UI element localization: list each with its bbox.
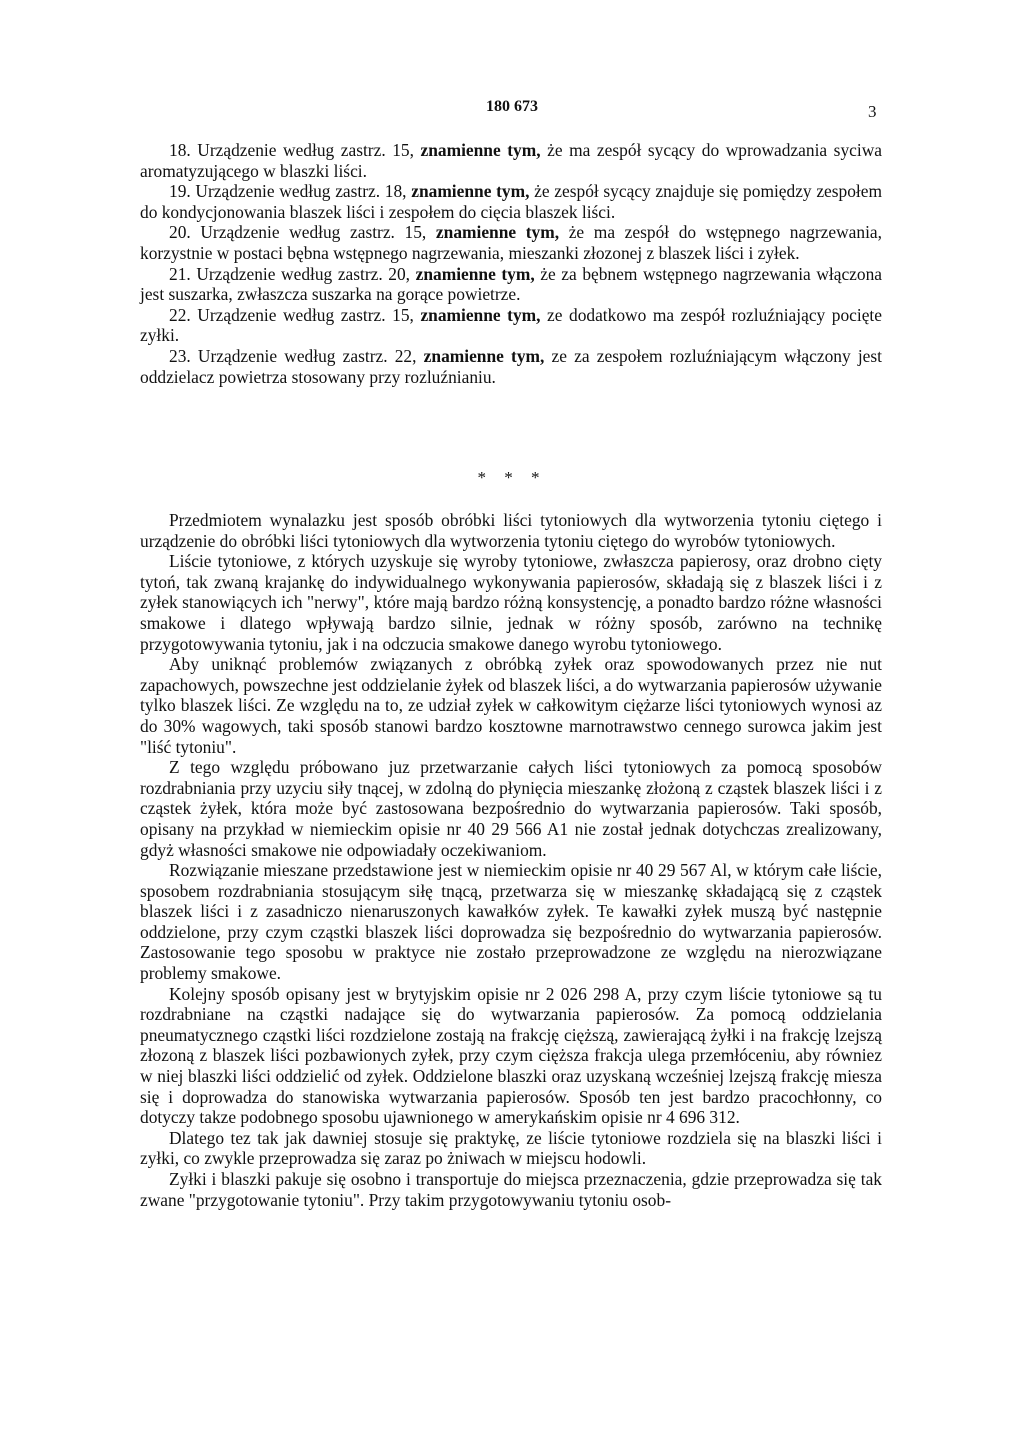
claim-text: że ma zespół do wstępnego nagrzewania, korzystnie w postaci bębna wstępnego nagrzewania, mieszanki złozonej z blaszek liści i zyłek. (140, 222, 882, 263)
description-paragraph: Rozwiązanie mieszane przedstawione jest w niemieckim opisie nr 40 29 567 Al, w którym całe liście, sposobem rozdrabniania stosującym siłę tnącą, przetwarza się w mieszankę składającą się z cząstek blaszek liści i z zasadniczo nienaruszonych kawałków zyłek. Te kawałki zyłek muszą być następnie oddzielone, przy czym cząstki blaszek liści doprowadza się bezpośrednio do wytwarzania papierosów. Zastosowanie tego sposobu w praktyce nie zostało przeprowadzone ze względu na nierozwiązane problemy smakowe. (140, 860, 882, 984)
claim-18 (140, 140, 882, 181)
description-section (140, 510, 882, 1210)
description-paragraph: Z tego względu próbowano juz przetwarzanie całych liści tytoniowych za pomocą sposobów rozdrabniania przy uzyciu siły tnącej, w zdolną do płynięcia mieszankę złożoną z cząstek blaszek liści i z cząstek żyłek, która może być zastosowana bezpośrednio do wytwarzania papierosów. Taki sposób, opisany na przykład w niemieckim opisie nr 40 29 566 A1 nie został jednak dotychczas zrealizowany, gdyż własności smakowe nie odpowiadały oczekiwaniom. (140, 757, 882, 860)
claim-23 (140, 346, 882, 387)
claim-emphasis: znamienne tym, (411, 181, 530, 202)
claim-lead: 23. Urządzenie według zastrz. 22, (169, 345, 424, 366)
claim-19 (140, 181, 882, 222)
description-paragraph: Przedmiotem wynalazku jest sposób obróbki liści tytoniowych dla wytworzenia tytoniu ciętego i urządzenie do obróbki liści tytoniowych dla wytworzenia tytoniu ciętego do wyrobów tytoniowych. (140, 510, 882, 551)
claim-emphasis: znamienne tym, (415, 263, 535, 284)
patent-number: 180 673 (486, 98, 538, 115)
claim-text: ze dodatkowo ma zespół rozluźniający pocięte zyłki. (140, 304, 882, 346)
claim-text: że zespół sycący znajduje się pomiędzy zespołem do kondycjonowania blaszek liści i zespołem do cięcia blaszek liści. (140, 181, 882, 222)
claim-lead: 19. Urządzenie według zastrz. 18, (169, 181, 412, 202)
description-paragraph: Zyłki i blaszki pakuje się osobno i transportuje do miejsca przeznaczenia, gdzie przeprowadza się tak zwane "przygotowanie tytoniu". Przy takim przygotowywaniu tytoniu osob- (140, 1169, 882, 1210)
claim-emphasis: znamienne tym, (420, 140, 541, 160)
claim-emphasis: znamienne tym, (423, 345, 545, 366)
claim-text: że za bębnem wstępnego nagrzewania włączona jest suszarka, zwłaszcza suszarka na gorące powietrze. (140, 263, 882, 305)
description-paragraph: Dlatego tez tak jak dawniej stosuje się praktykę, ze liście tytoniowe rozdziela się na blaszki liści i zyłki, co zwykle przeprowadza się zaraz po żniwach w miejscu hodowli. (140, 1127, 882, 1169)
claim-22 (140, 305, 882, 346)
page-header (0, 98, 1024, 122)
description-paragraph: Kolejny sposób opisany jest w brytyjskim opisie nr 2 026 298 A, przy czym liście tytoniowe są tu rozdrabniane na cząstki nadające się do wytwarzania papierosów. Za pomocą oddzielania pneumatycznego cząstki liści rozdzielone zostają na frakcję cięższą, zawierającą żyłki i na frakcję lzejszą złozoną z blaszek liści pozbawionych zyłek, przy czym cięższa frakcja ulega przemłóceniu, aby równiez w niej blaszki liści oddzielić od zyłek. Oddzielone blaszki oraz uzyskaną wcześniej lzejszą frakcję miesza się i doprowadza do stanowiska wytwarzania papierosów. Sposób ten jest bardzo pracochłonny, co dotyczy takze podobnego sposobu ujawnionego w amerykańskim opisie nr 4 696 312. (140, 983, 882, 1128)
claim-lead: 21. Urządzenie według zastrz. 20, (169, 263, 416, 284)
claim-emphasis: znamienne tym, (435, 222, 560, 243)
claim-lead: 22. Urządzenie według zastrz. 15, (169, 304, 421, 325)
description-paragraph: Liście tytoniowe, z których uzyskuje się wyroby tytoniowe, zwłaszcza papierosy, oraz drobno cięty tytoń, tak zwaną krajankę do indywidualnego wykonywania papierosów, składają się z blaszek liści i z zyłek stanowiących ich "nerwy", które mają bardzo różną konsystencję, a ponadto bardzo różne własności smakowe i dlatego wpływają bardzo silnie, jednak w różny sposób, zarówno na technikę przygotowywania tytoniu, jak i na odczucia smakowe danego wyrobu tytoniowego. (140, 551, 882, 654)
claim-21 (140, 264, 882, 305)
page-number: 3 (868, 102, 877, 121)
claim-text: że ma zespół sycący do wprowadzania syciwa aromatyzującego w blaszki liści. (140, 140, 882, 181)
claim-20 (140, 222, 882, 263)
claims-section (140, 140, 882, 387)
description-paragraph: Aby uniknąć problemów związanych z obróbką zyłek oraz spowodowanych przez nie nut zapachowych, powszechne jest oddzielanie żyłek od blaszek liści, a do wytwarzania papierosów używanie tylko blaszek liści. Ze względu na to, ze udział zyłek w całkowitym ciężarze liści tytoniowych wynosi az do 30% wagowych, taki sposób stanowi bardzo kosztowne marnotrawstwo cennego surowca jakim jest "liść tytoniu". (140, 654, 882, 757)
claim-text: ze za zespołem rozluźniającym włączony jest oddzielacz powietrza stosowany przy rozluźnianiu. (140, 345, 883, 387)
claim-lead: 20. Urządzenie według zastrz. 15, (169, 222, 436, 243)
section-separator: * * * (477, 468, 547, 487)
claim-lead: 18. Urządzenie według zastrz. 15, (169, 140, 421, 160)
claim-emphasis: znamienne tym, (420, 304, 541, 325)
